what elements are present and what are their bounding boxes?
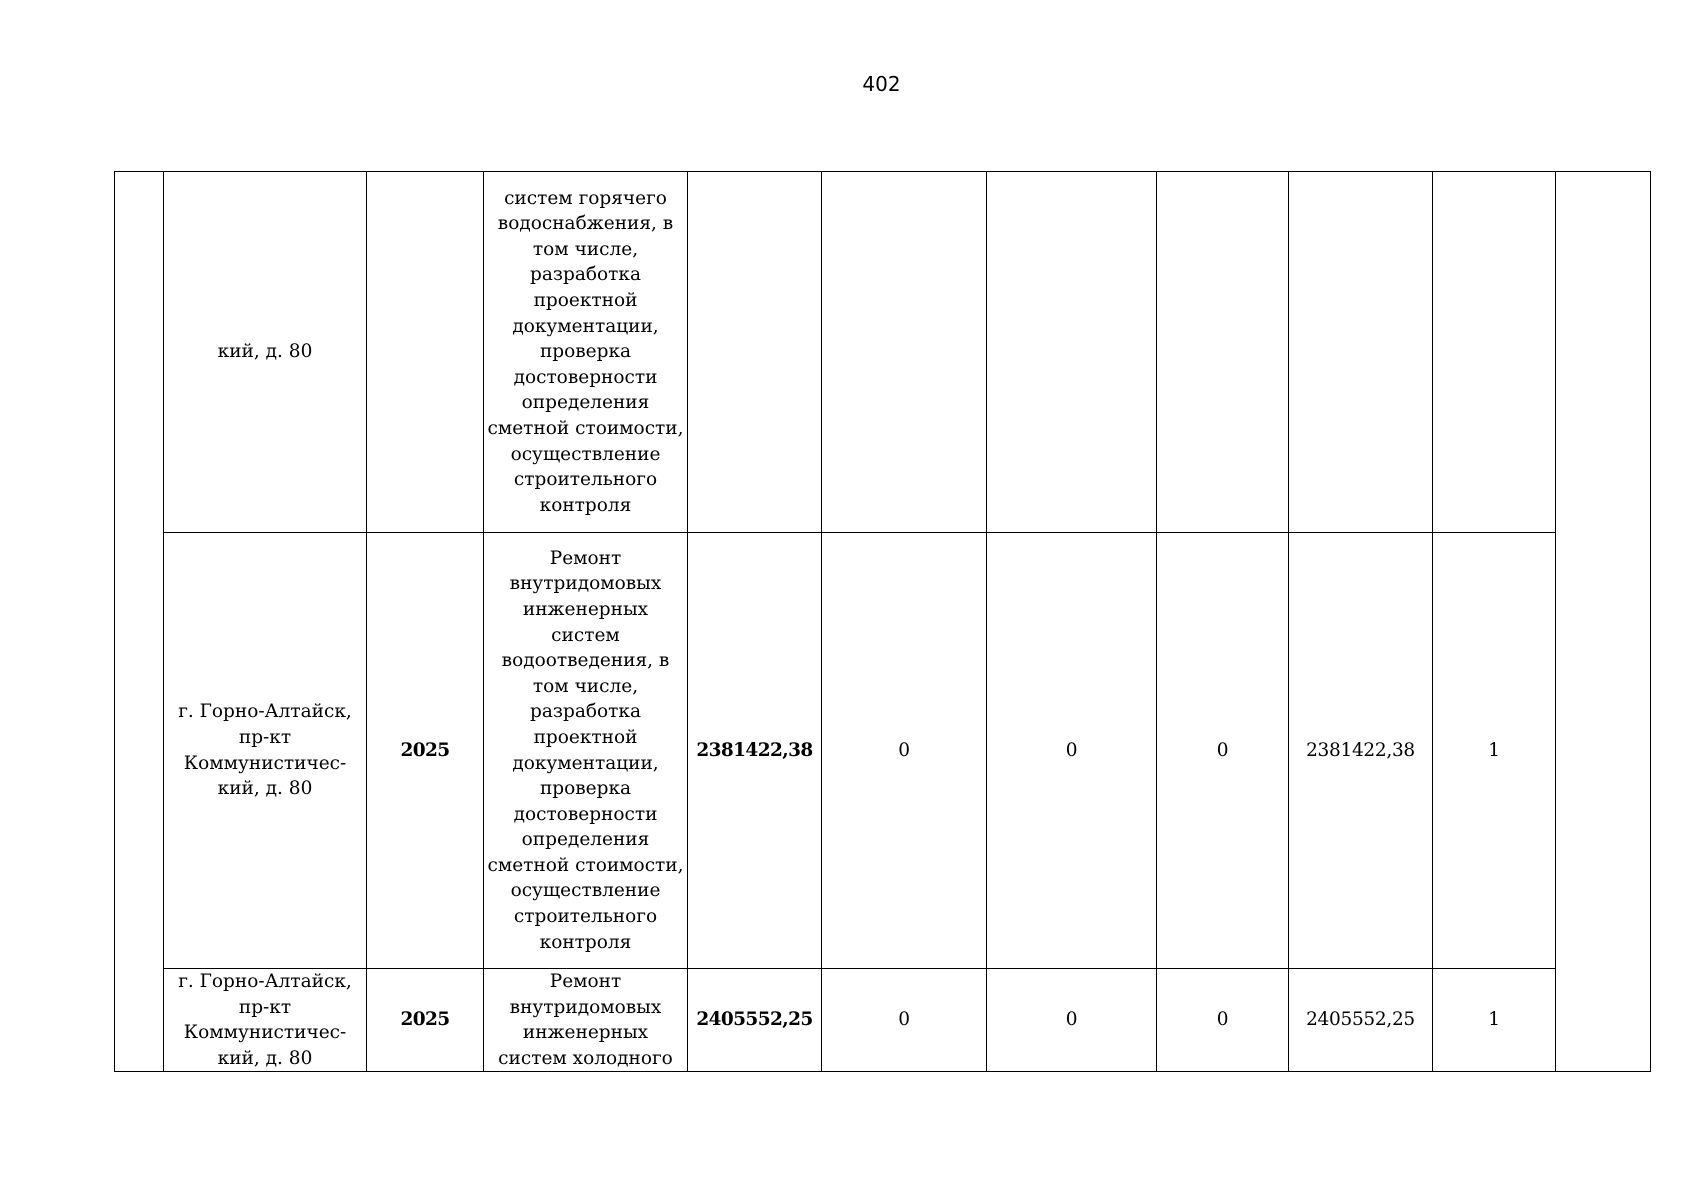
cost-column-3-cell [1157, 172, 1289, 533]
address-cell: г. Горно-Алтайск, пр-кт Коммунистичес-кий, д. 80 [164, 969, 367, 1072]
count-cell [1433, 172, 1556, 533]
work-description-cell: Ремонт внутридомовых инженерных систем водоотведения, в том числе, разработка проектной документации, проверка достоверности определения сметной стоимости, осуществление строительного контроля [484, 533, 688, 969]
table-row [115, 172, 1651, 533]
year-cell [367, 172, 484, 533]
page-number: 402 [862, 72, 901, 96]
cost-column-4-cell: 2381422,38 [1289, 533, 1433, 969]
address-cell: кий, д. 80 [164, 172, 367, 533]
document-table [114, 171, 1651, 1072]
total-cost-cell: 2405552,25 [688, 969, 822, 1072]
address-cell: г. Горно-Алтайск, пр-кт Коммунистичес-кий, д. 80 [164, 533, 367, 969]
cost-column-2-cell [987, 172, 1157, 533]
table-row [115, 533, 1651, 969]
cost-column-2-cell: 0 [987, 969, 1157, 1072]
row-index-cell [115, 172, 164, 1072]
total-cost-cell [688, 172, 822, 533]
year-cell: 2025 [367, 533, 484, 969]
count-cell: 1 [1433, 969, 1556, 1072]
last-column-cell [1556, 172, 1651, 1072]
cost-column-3-cell: 0 [1157, 969, 1289, 1072]
cost-column-4-cell [1289, 172, 1433, 533]
cost-column-1-cell: 0 [822, 533, 987, 969]
work-description-cell: Ремонт внутридомовых инженерных систем холодного [484, 969, 688, 1072]
cost-column-3-cell: 0 [1157, 533, 1289, 969]
cost-column-1-cell [822, 172, 987, 533]
table-row [115, 969, 1651, 1072]
cost-column-1-cell: 0 [822, 969, 987, 1072]
count-cell: 1 [1433, 533, 1556, 969]
cost-column-4-cell: 2405552,25 [1289, 969, 1433, 1072]
total-cost-cell: 2381422,38 [688, 533, 822, 969]
year-cell: 2025 [367, 969, 484, 1072]
work-description-cell: систем горячего водоснабжения, в том числе, разработка проектной документации, проверка достоверности определения сметной стоимости, осуществление строительного контроля [484, 172, 688, 533]
cost-column-2-cell: 0 [987, 533, 1157, 969]
